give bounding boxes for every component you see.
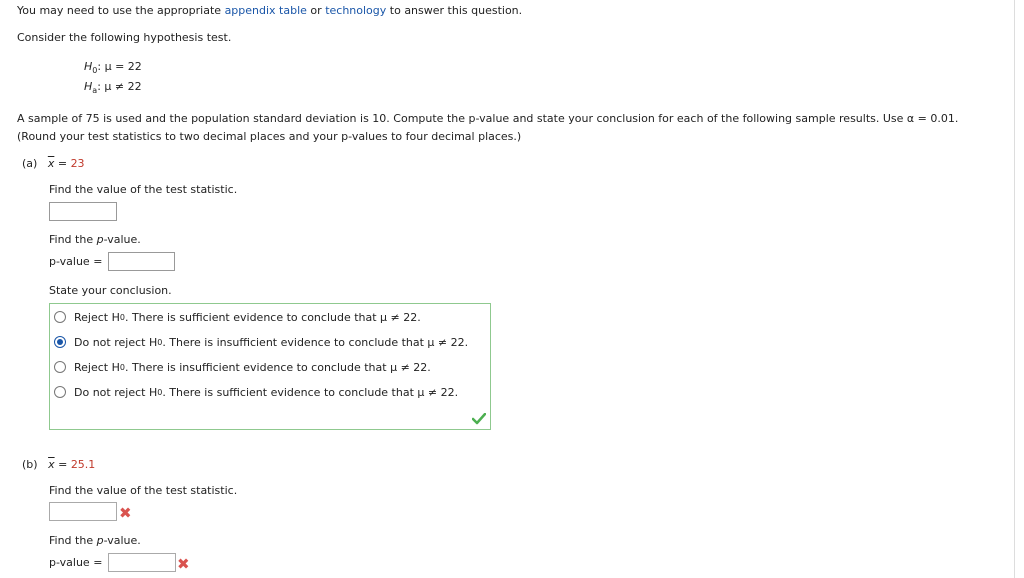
choice-do-not-reject-sufficient[interactable] — [50, 382, 458, 402]
intro-mid: or — [310, 4, 322, 17]
choice-sub: 0 — [119, 362, 125, 372]
part-b-test-stat-prompt: Find the value of the test statistic. — [49, 484, 238, 497]
part-a-pvalue-prompt: Find the p-value. — [49, 233, 141, 246]
part-b-label: (b) — [22, 458, 38, 471]
part-a-label: (a) — [22, 157, 38, 170]
choice-rest: . There is sufficient evidence to conclude that μ ≠ 22. — [162, 385, 459, 399]
choice-do-not-reject-insufficient[interactable] — [50, 332, 468, 352]
h0-symbol: H — [84, 60, 93, 73]
part-a-pvalue-input[interactable] — [108, 252, 175, 271]
consider-text: Consider the following hypothesis test. — [17, 31, 232, 44]
x-mark-icon: ✖ — [177, 555, 190, 573]
checkmark-icon — [472, 413, 486, 425]
problem-line-2: (Round your test statistics to two decimal places and your p-values to four decimal places.) — [17, 130, 522, 143]
choice-rest: . There is insufficient evidence to conclude that μ ≠ 22. — [124, 360, 431, 374]
intro-prefix: You may need to use the appropriate — [17, 4, 222, 17]
choice-sub: 0 — [157, 337, 163, 347]
part-a-eq: = — [57, 157, 68, 170]
part-b-xbar: $\overline{x}$ — [48, 458, 55, 471]
ha-rest: : μ ≠ 22 — [97, 80, 142, 93]
radio-button[interactable] — [54, 386, 66, 398]
part-b-eq: = — [58, 458, 68, 471]
ha-symbol: H — [84, 80, 93, 93]
radio-button-selected[interactable] — [54, 336, 66, 348]
appendix-table-link[interactable]: appendix table — [224, 4, 307, 17]
choice-rest: . There is sufficient evidence to conclude that μ ≠ 22. — [124, 310, 421, 324]
intro-suffix: to answer this question. — [389, 4, 523, 17]
part-b-header — [22, 458, 95, 471]
radio-button[interactable] — [54, 311, 66, 323]
part-b-sample-mean: 25.1 — [70, 458, 96, 471]
alternative-hypothesis — [84, 80, 142, 95]
part-a-xbar: $\overline{x}$ — [47, 157, 55, 170]
choice-text: Reject H — [74, 360, 120, 374]
null-hypothesis — [84, 60, 142, 75]
part-a-conclusion-choices — [49, 303, 491, 430]
part-a-pvalue-label: p-value = — [49, 255, 103, 268]
h0-rest: : μ = 22 — [97, 60, 142, 73]
intro-line — [17, 4, 522, 17]
problem-line-1: A sample of 75 is used and the population standard deviation is 10. Compute the p-value and state your conclusion for each of the following sample results. Use α = 0.01. — [17, 112, 959, 125]
part-b-test-stat-input[interactable] — [49, 502, 117, 521]
technology-link[interactable]: technology — [325, 4, 387, 17]
choice-rest: . There is insufficient evidence to conclude that μ ≠ 22. — [162, 335, 469, 349]
part-a-test-stat-input[interactable] — [49, 202, 117, 221]
radio-button[interactable] — [54, 361, 66, 373]
x-mark-icon: ✖ — [119, 504, 132, 522]
choice-text: Do not reject H — [74, 335, 158, 349]
choice-sub: 0 — [157, 387, 163, 397]
choice-reject-sufficient[interactable] — [50, 307, 421, 327]
ha-sub: a — [92, 86, 98, 96]
part-b-pvalue-input[interactable] — [108, 553, 176, 572]
h0-sub: 0 — [92, 66, 98, 76]
choice-text: Reject H — [74, 310, 120, 324]
part-b-pvalue-label: p-value = — [49, 556, 103, 569]
part-b-pvalue-prompt: Find the p-value. — [49, 534, 141, 547]
part-a-test-stat-prompt: Find the value of the test statistic. — [49, 183, 238, 196]
part-a-sample-mean: 23 — [70, 157, 85, 170]
choice-reject-insufficient[interactable] — [50, 357, 431, 377]
part-a-conclusion-prompt: State your conclusion. — [49, 284, 172, 297]
choice-text: Do not reject H — [74, 385, 158, 399]
choice-sub: 0 — [119, 312, 125, 322]
part-a-header — [22, 157, 85, 170]
